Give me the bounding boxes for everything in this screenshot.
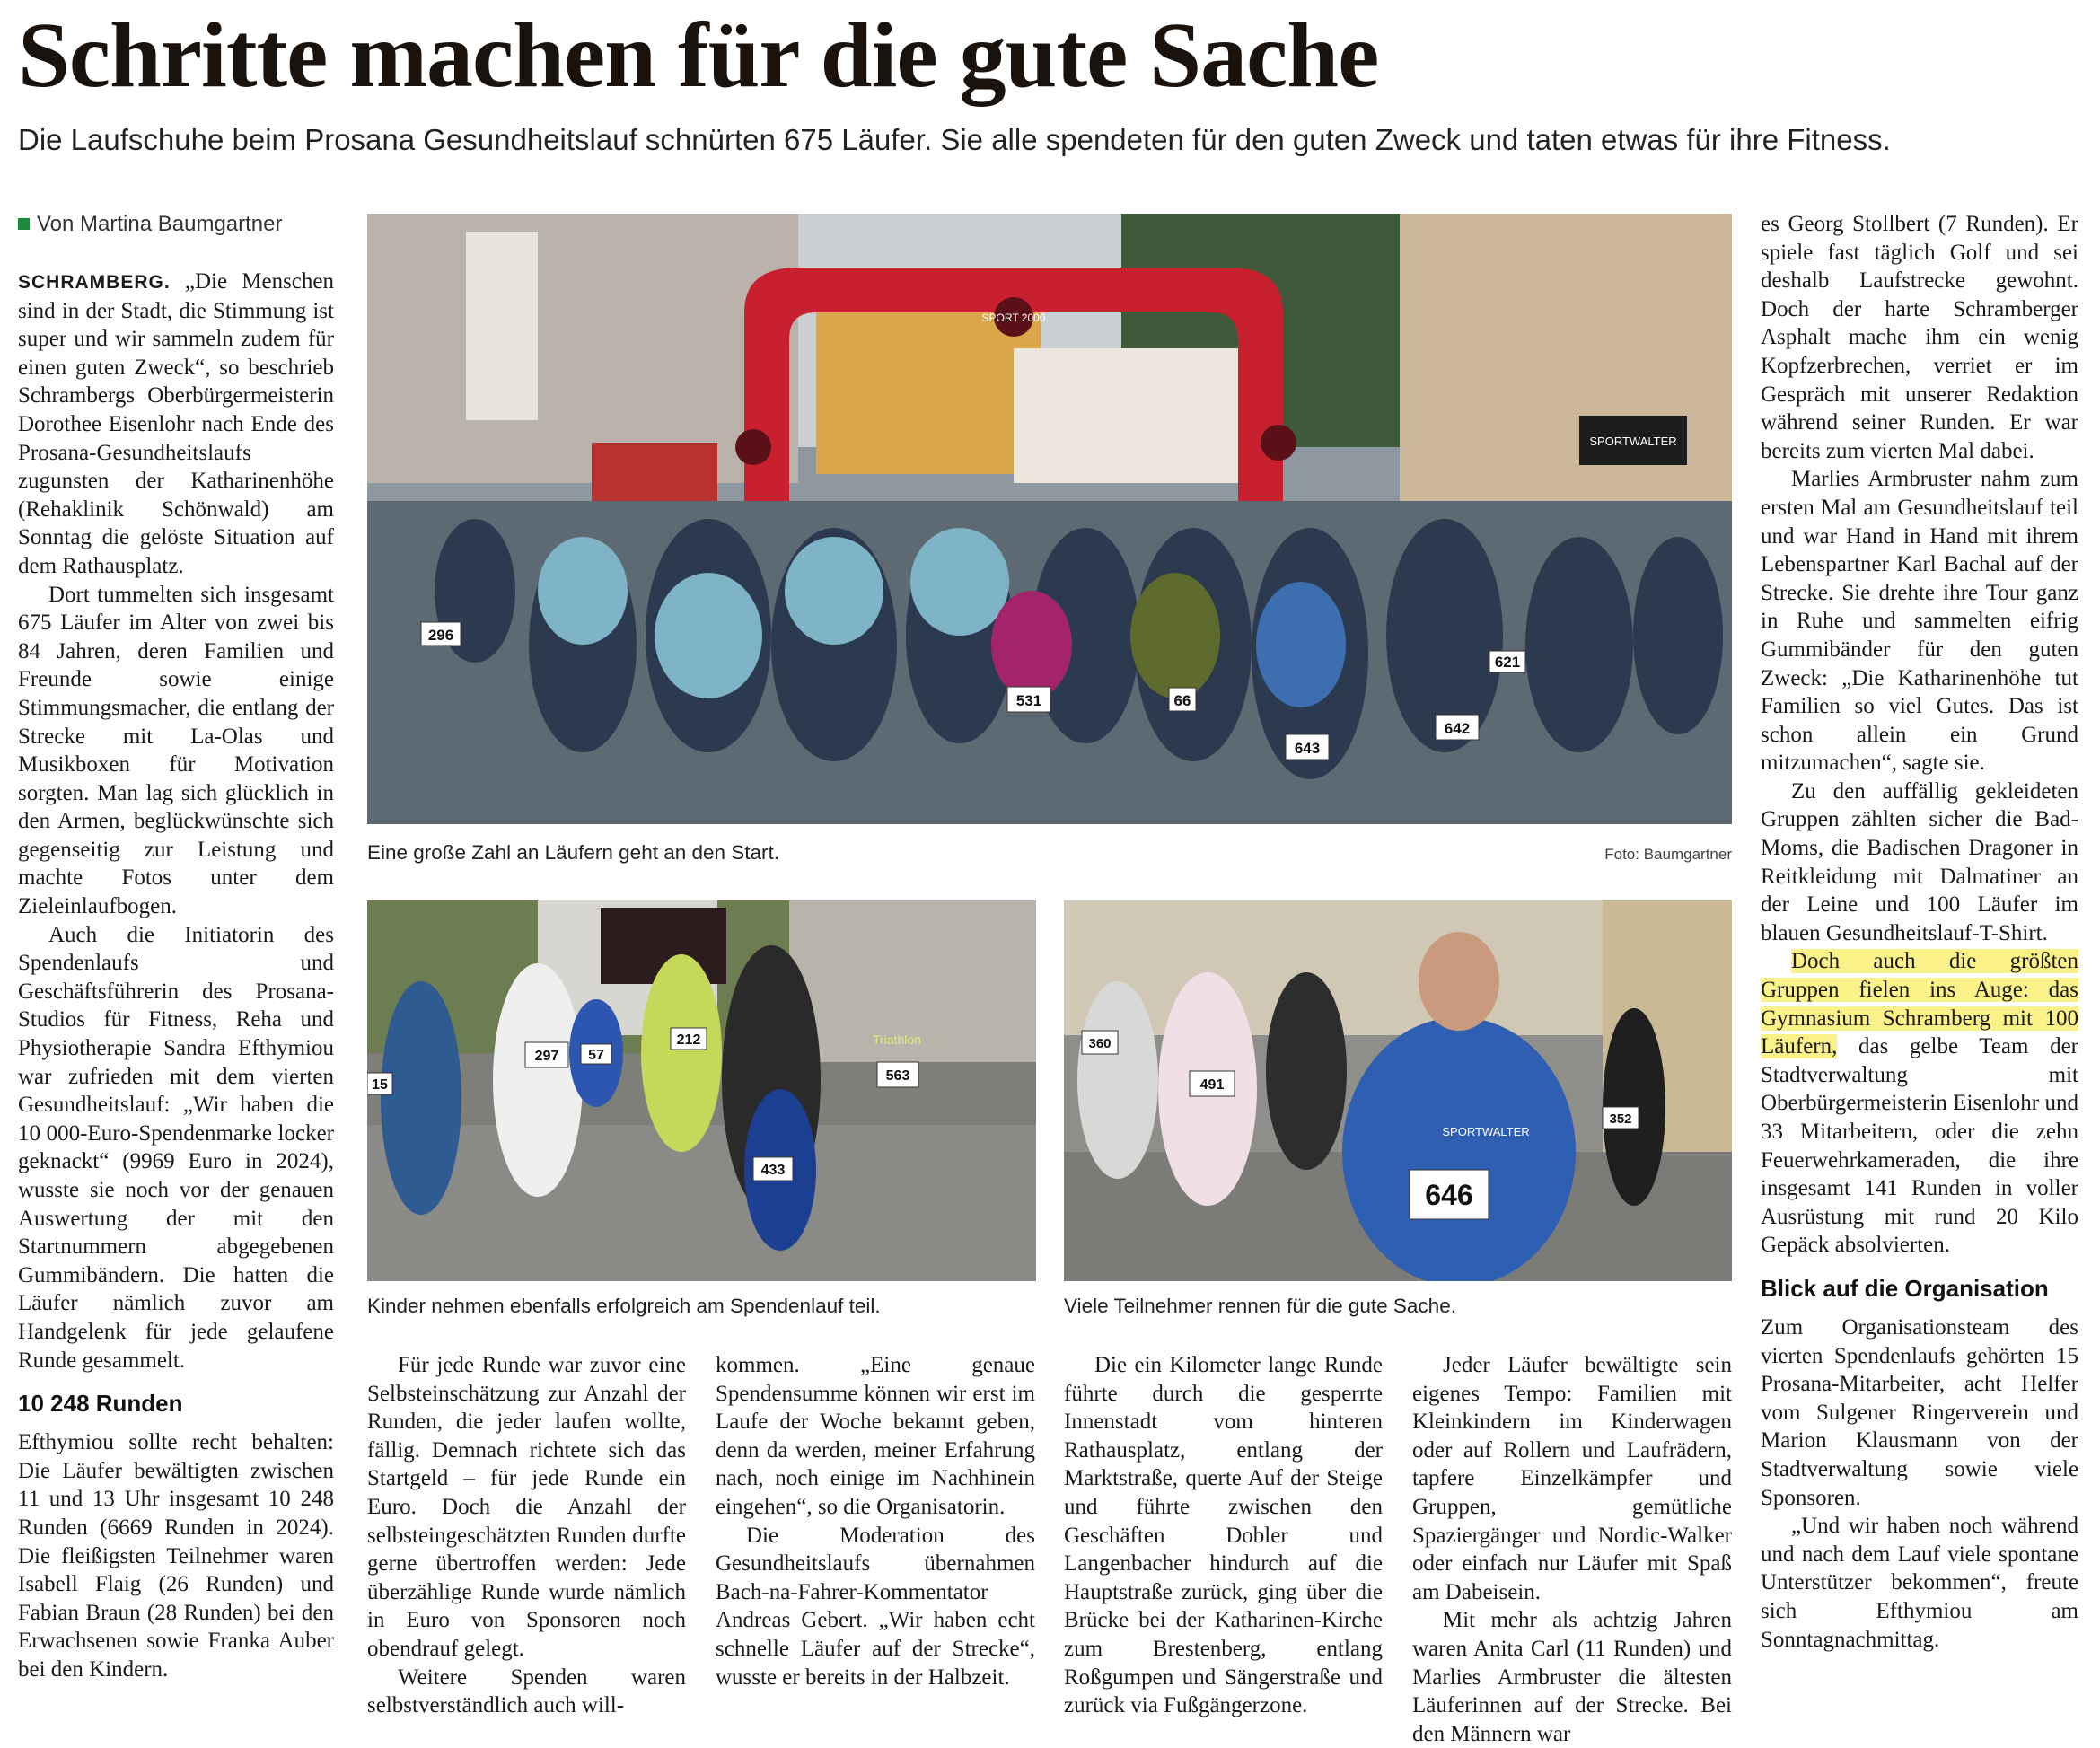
main-photo <box>367 214 1732 824</box>
paragraph: Die ein Kilometer lange Runde führte durch die gesperrte Innenstadt vom hinteren Rathausplatz, entlang der Marktstraße, querte Auf der Steige und führte zwischen den Geschäften Dobler und Langenbacher hindurch auf die Hauptstraße zurück, ging über die Brücke bei der Katharinen-Kirche zum Brestenberg, entlang Roßgumpen und Sängerstraße und zurück via Fußgängerzone. <box>1064 1353 1383 1718</box>
shirt-text: SPORTWALTER <box>1442 1125 1530 1138</box>
paragraph: Die Moderation des Gesundheitslaufs übernahmen Bach-na-Fahrer-Kommentator Andreas Gebert. „Wir haben echt schnelle Läufer auf der Strecke“, wusste er bereits in der Halbzeit. <box>716 1523 1035 1690</box>
text-column-3 <box>716 1351 1035 1691</box>
arch-sponsor-text: SPORT 2000 <box>981 312 1046 324</box>
runners-photo <box>1064 900 1732 1281</box>
text-column-5 <box>1412 1351 1732 1748</box>
paragraph: Weitere Spenden waren selbstverständlich auch will- <box>367 1665 686 1718</box>
byline-text: Von Martina Baumgartner <box>37 212 283 236</box>
subheadline: Die Laufschuhe beim Prosana Gesundheitslauf schnürten 675 Läufer. Sie alle spendeten für den guten Zweck und taten etwas für ihre Fitness. <box>18 123 1891 156</box>
text-column-6 <box>1761 210 2078 1654</box>
paragraph: Für jede Runde war zuvor eine Selbsteinschätzung zur Anzahl der Runden, die jeder laufen wollte, fällig. Demnach richtete sich das Startgeld – für jede Runde ein Euro. Doch die Anzahl der selbsteingeschätzten Runden durfte gerne übertroffen werden: Jede überzählige Runde wurde nämlich in Euro von Sponsoren noch obendrauf gelegt. <box>367 1353 686 1661</box>
main-photo-illustration <box>367 214 1732 824</box>
byline-marker-icon <box>18 218 30 230</box>
highlighted-text: Doch auch die größten Gruppen fielen ins Auge: das Gymnasium Schramberg mit 100 Läufern, <box>1761 949 2078 1059</box>
bib-number: 491 <box>1199 1077 1225 1093</box>
shop-banner-text: SPORTWALTER <box>1589 435 1677 448</box>
bib-number: 360 <box>1088 1036 1112 1051</box>
photo-credit: Foto: Baumgartner <box>1604 846 1732 863</box>
bib-number: 297 <box>534 1049 559 1064</box>
runners-photo-illustration <box>1064 900 1732 1281</box>
paragraph: es Georg Stollbert (7 Runden). Er spiele fast täglich Golf und sei deshalb Laufstrecke gewohnt. Doch der harte Schramberger Asphalt mache ihm ein wenig Kopfzerbrechen, verriet er im Gespräch mit unserer Redaktion während seiner Runden. Er war bereits zum vierten Mal dabei. <box>1761 212 2078 463</box>
bib-number: 352 <box>1609 1111 1632 1127</box>
text-column-1 <box>18 268 334 1684</box>
bib-number: 531 <box>1015 692 1042 709</box>
byline <box>18 212 282 237</box>
jersey-text: Triathlon <box>873 1032 921 1047</box>
bib-number: 621 <box>1494 654 1521 671</box>
paragraph: Zu den auffällig gekleideten Gruppen zählten sicher die Bad-Moms, die Badischen Dragoner in Reitkleidung mit Dalmatiner an der Leine und 100 Läufer im blauen Gesundheitslauf-T-Shirt. <box>1761 778 2078 945</box>
bib-number: 212 <box>676 1032 701 1048</box>
bib-number: 57 <box>588 1048 604 1063</box>
paragraph: „Und wir haben noch während und nach dem Lauf viele spontane Unterstützer bekommen“, freute sich Efthymiou am Sonntagnachmittag. <box>1761 1514 2078 1652</box>
bib-number: 643 <box>1294 740 1321 757</box>
main-photo-caption: Eine große Zahl an Läufern geht an den Start. <box>367 841 780 864</box>
paragraph: Efthymiou sollte recht behalten: Die Läufer bewältigten zwischen 11 und 13 Uhr insgesamt 10 248 Runden (6669 Runden in 2024). Die fleißigsten Teilnehmer waren Isabell Flaig (26 Runden) und Fabian Braun (28 Runden) bei den Erwachsenen sowie Franka Auber bei den Kindern. <box>18 1430 334 1682</box>
section-heading: Blick auf die Organisation <box>1761 1274 2049 1302</box>
paragraph: Jeder Läufer bewältigte sein eigenes Tempo: Familien mit Kleinkindern im Kinderwagen oder auf Rollern und Laufrädern, tapfere Einzelkämpfer und Gruppen, gemütliche Spaziergänger und Nordic-Walker oder einfach nur Läufer mit Spaß am Dabeisein. <box>1412 1353 1732 1604</box>
section-heading: 10 248 Runden <box>18 1390 183 1418</box>
paragraph: Zum Organisationsteam des vierten Spendenlaufs gehörten 15 Prosana-Mitarbeiter, acht Helfer vom Sulgener Ringerverein und Marion Klausmann von der Stadtverwaltung sowie viele Sponsoren. <box>1761 1314 2078 1510</box>
kids-photo-illustration <box>367 900 1036 1281</box>
bib-number: 66 <box>1173 692 1191 709</box>
text-column-4 <box>1064 1351 1383 1720</box>
paragraph: Doch auch die größten Gruppen fielen ins Auge: das Gymnasium Schramberg mit 100 Läufern, das gelbe Team der Stadtverwaltung mit Oberbürgermeisterin Eisenlohr und 33 Mitarbeitern, oder die zehn Feuerwehrkameraden, die ihre insgesamt 141 Runden in voller Ausrüstung mit rund 20 Kilo Gepäck absolvierten. <box>1761 949 2078 1258</box>
text-column-2 <box>367 1351 686 1720</box>
bib-number: 15 <box>372 1077 388 1093</box>
paragraph: kommen. „Eine genaue Spendensumme können wir erst im Laufe der Woche bekannt geben, denn da werden, meiner Erfahrung nach, noch einige im Nachhinein eingehen“, so die Organisatorin. <box>716 1353 1035 1519</box>
paragraph: Mit mehr als achtzig Jahren waren Anita Carl (11 Runden) und Marlies Armbruster die ältesten Läuferinnen auf der Strecke. Bei den Männern war <box>1412 1608 1732 1746</box>
paragraph: Dort tummelten sich insgesamt 675 Läufer im Alter von zwei bis 84 Jahren, deren Familien und Freunde sowie einige Stimmungsmacher, die entlang der Strecke mit La-Olas und Musikboxen für Motivation sorgten. Man lag sich glücklich in den Armen, beglückwünschte sich gegenseitig zur Leistung und machte Fotos unter dem Zieleinlaufbogen. <box>18 582 334 919</box>
paragraph: SCHRAMBERG. „Die Menschen sind in der Stadt, die Stimmung ist super und wir sammeln zudem für einen guten Zweck“, so beschrieb Schrambergs Oberbürgermeisterin Dorothee Eisenlohr nach Ende des Prosana-Gesundheitslaufs zugunsten der Katharinenhöhe (Rehaklinik Schönwald) am Sonntag die gelöste Situation auf dem Rathausplatz. <box>18 269 334 578</box>
kids-photo <box>367 900 1036 1281</box>
kids-photo-caption: Kinder nehmen ebenfalls erfolgreich am Spendenlauf teil. <box>367 1295 881 1317</box>
runners-photo-caption: Viele Teilnehmer rennen für die gute Sache. <box>1064 1295 1456 1317</box>
dateline: SCHRAMBERG. <box>18 272 171 293</box>
paragraph: Auch die Initiatorin des Spendenlaufs und Geschäftsführerin des Prosana-Studios für Fitness, Reha und Physiotherapie Sandra Efthymiou war zufrieden mit dem vierten Gesundheitslauf: „Wir haben die 10 000-Euro-Spendenmarke locker geknackt“ (9969 Euro in 2024), wusste sie noch vor der genauen Auswertung der mit den Startnummern abgegebenen Gummibändern. Die hatten die Läufer nämlich zuvor am Handgelenk für jede gelaufene Runde gesammelt. <box>18 922 334 1373</box>
bib-number: 296 <box>427 627 454 644</box>
bib-number: 642 <box>1444 720 1471 737</box>
bib-number: 563 <box>885 1068 910 1084</box>
bib-number: 433 <box>760 1163 786 1178</box>
bib-number: 646 <box>1425 1179 1473 1211</box>
paragraph: Marlies Armbruster nahm zum ersten Mal am Gesundheitslauf teil und war Hand in Hand mit ihrem Lebenspartner Karl Bachal auf der Strecke. Sie drehte ihre Tour ganz in Ruhe und sammelten eifrig Gummibänder für den guten Zweck: „Die Katharinenhöhe tut Familien so viel Gutes. Das ist schon allein ein Grund mitzumachen“, sagte sie. <box>1761 467 2078 776</box>
headline: Schritte machen für die gute Sache <box>18 4 1379 107</box>
